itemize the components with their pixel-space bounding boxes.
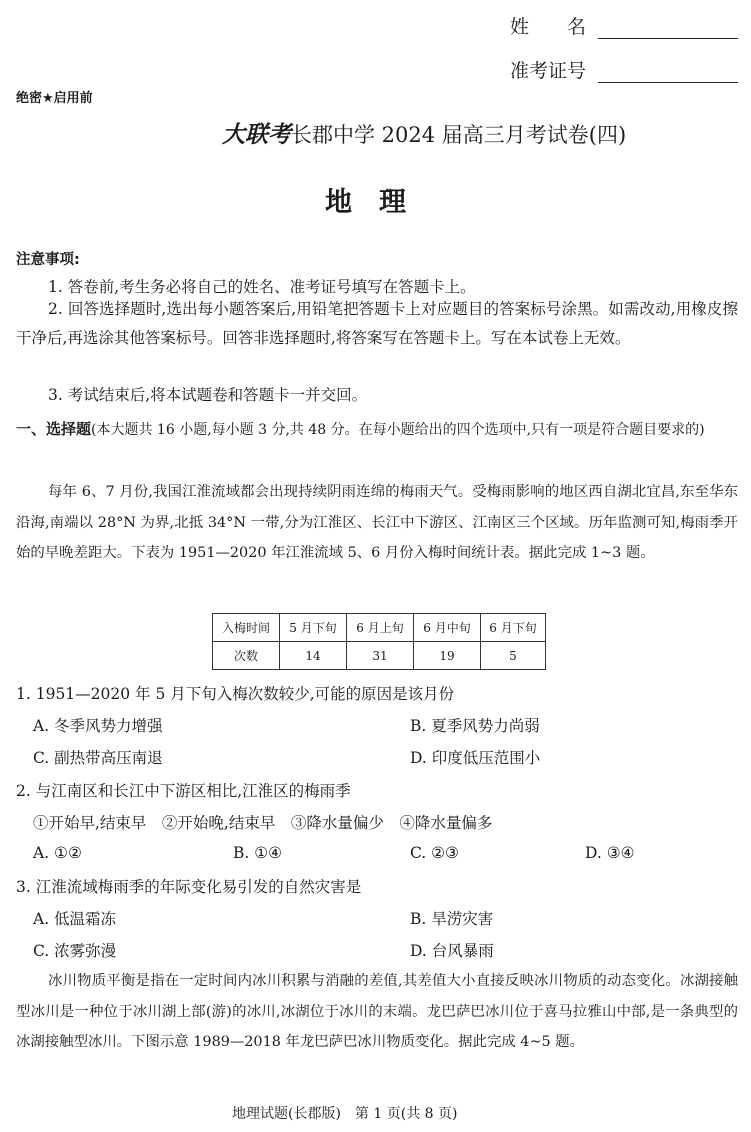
section1-title: 一、选择题 <box>16 420 92 438</box>
table-cell: 5 <box>481 642 546 670</box>
exam-id-label: 准考证号 <box>510 60 587 82</box>
brand-logo: 大联考 <box>222 121 291 148</box>
q3-option-b[interactable]: B. 旱涝灾害 <box>410 910 494 928</box>
q2-stem: 2. 与江南区和长江中下游区相比,江淮区的梅雨季 <box>16 782 351 800</box>
q1-option-a[interactable]: A. 冬季风势力增强 <box>33 717 163 735</box>
notice-title: 注意事项: <box>16 252 80 268</box>
q2-option-a[interactable]: A. ①② <box>33 844 82 862</box>
table-header-cell: 6 月中旬 <box>414 614 481 642</box>
passage-1: 每年 6、7 月份,我国江淮流域都会出现持续阴雨连绵的梅雨天气。受梅雨影响的地区西自湖北宜昌,东至华东沿海,南端以 28°N 为界,北抵 34°N 一带,分为江淮区、长江中下游区、江南区三个区域。历年监测可知,梅雨季开始的早晚差距大。下表为 1951—2020 年江淮流域 5、6 月份入梅时间统计表。据此完成 1~3 题。 <box>16 484 738 561</box>
q2-statements: ①开始早,结束早 ②开始晚,结束早 ③降水量偏少 ④降水量偏多 <box>33 814 493 832</box>
table-row <box>213 642 546 670</box>
table-header-cell: 6 月下旬 <box>481 614 546 642</box>
section1-heading <box>16 414 738 446</box>
plum-rain-table <box>212 613 546 670</box>
section1-desc: (本大题共 16 小题,每小题 3 分,共 48 分。在每小题给出的四个选项中,只有一项是符合题目要求的) <box>91 422 705 438</box>
passage-2: 冰川物质平衡是指在一定时间内冰川积累与消融的差值,其差值大小直接反映冰川物质的动态变化。冰湖接触型冰川是一种位于冰川湖上部(游)的冰川,冰湖位于冰川的末端。龙巴萨巴冰川位于喜马拉雅山中部,是一条典型的冰湖接触型冰川。下图示意 1989—2018 年龙巴萨巴冰川物质变化。据此完成 4~5 题。 <box>16 973 738 1050</box>
table-header-cell: 5 月下旬 <box>280 614 347 642</box>
exam-id-field-line[interactable] <box>598 82 738 83</box>
q1-option-b[interactable]: B. 夏季风势力尚弱 <box>410 717 540 735</box>
table-header-cell: 6 月上旬 <box>347 614 414 642</box>
q1-stem: 1. 1951—2020 年 5 月下旬入梅次数较少,可能的原因是该月份 <box>16 685 455 703</box>
q1-option-d[interactable]: D. 印度低压范围小 <box>410 749 541 767</box>
q2-option-c[interactable]: C. ②③ <box>410 844 459 862</box>
name-label: 姓 名 <box>510 16 587 38</box>
q1-option-c[interactable]: C. 副热带高压南退 <box>33 749 163 767</box>
table-header-row <box>213 614 546 642</box>
notice-item-2: 2. 回答选择题时,选出每小题答案后,用铅笔把答题卡上对应题目的答案标号涂黑。如需改动,用橡皮擦干净后,再选涂其他答案标号。回答非选择题时,将答案写在答题卡上。写在本试卷上无效。 <box>16 300 738 347</box>
table-cell: 31 <box>347 642 414 670</box>
q2-option-b[interactable]: B. ①④ <box>233 844 283 862</box>
q3-option-d[interactable]: D. 台风暴雨 <box>410 942 494 960</box>
q2-option-d[interactable]: D. ③④ <box>585 844 635 862</box>
name-field-line[interactable] <box>598 38 738 39</box>
secret-label: 绝密★启用前 <box>16 91 93 106</box>
subject-title: 地 理 <box>325 187 406 218</box>
table-row-label: 次数 <box>213 642 280 670</box>
exam-title-text: 长郡中学 2024 届高三月考试卷(四) <box>291 123 627 147</box>
q3-option-a[interactable]: A. 低温霜冻 <box>33 910 117 928</box>
q3-stem: 3. 江淮流域梅雨季的年际变化易引发的自然灾害是 <box>16 878 362 896</box>
page-footer: 地理试题(长郡版) 第 1 页(共 8 页) <box>232 1106 458 1122</box>
notice-item-1: 1. 答卷前,考生务必将自己的姓名、准考证号填写在答题卡上。 <box>48 278 476 296</box>
exam-title <box>222 116 626 149</box>
q3-option-c[interactable]: C. 浓雾弥漫 <box>33 942 117 960</box>
table-cell: 19 <box>414 642 481 670</box>
table-cell: 14 <box>280 642 347 670</box>
table-header-cell: 入梅时间 <box>213 614 280 642</box>
notice-item-3: 3. 考试结束后,将本试题卷和答题卡一并交回。 <box>48 386 368 404</box>
